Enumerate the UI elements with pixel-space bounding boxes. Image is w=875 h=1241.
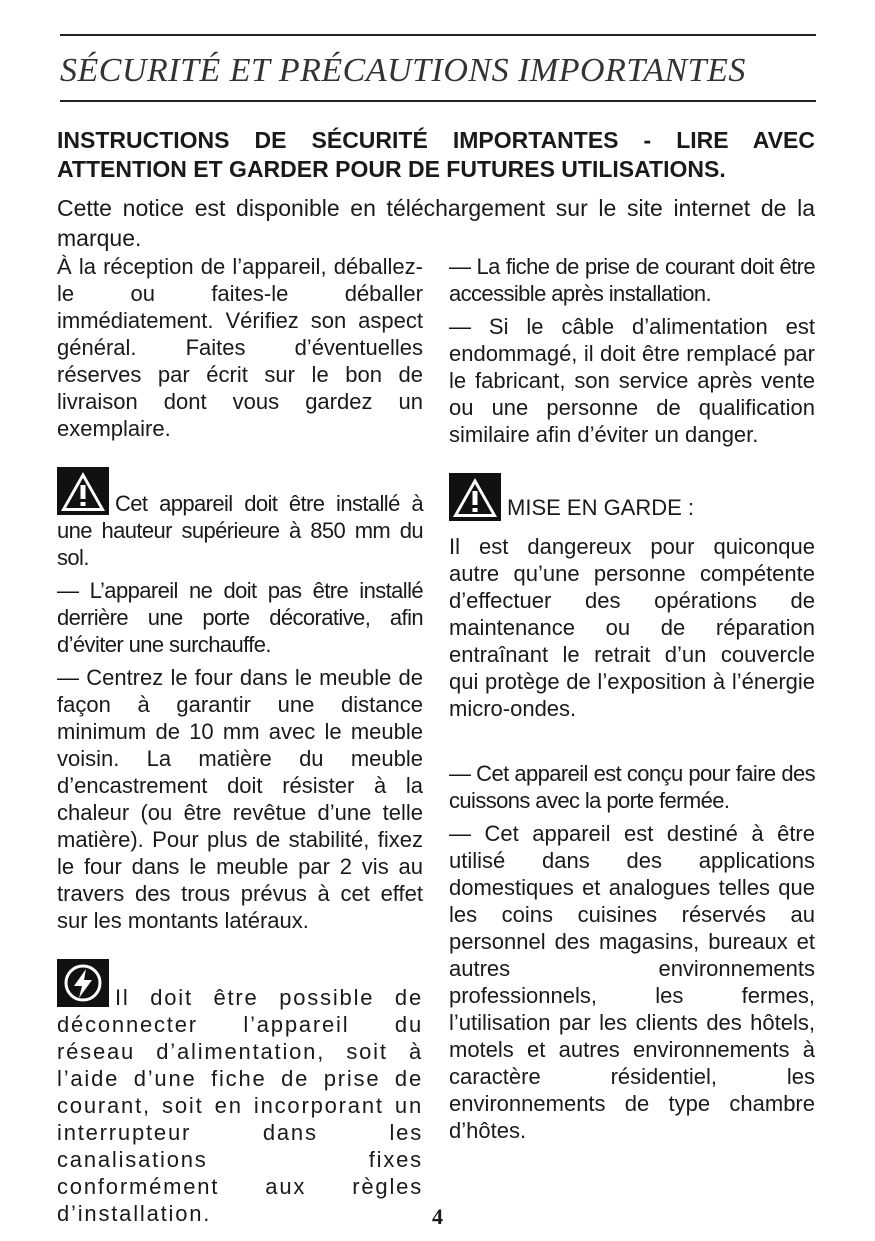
door-closed-paragraph: — Cet appareil est conçu pour faire des cuissons avec la porte fermée. [449,761,815,813]
height-warning-block [57,466,423,577]
mise-en-garde-label: MISE EN GARDE : [507,495,695,520]
center-oven-paragraph: — Centrez le four dans le meuble de façon à garantir une distance minimum de 10 mm avec le meuble voisin. La matière du meuble d’encastrement doit résister à la chaleur (ou être revêtue d’une telle matière). Pour plus de stabilité, fixez le four dans le meuble par 2 vis au travers des trous prévus à cet effet sur les montants latéraux. [57,665,423,933]
right-column [449,253,815,1150]
safety-heading: INSTRUCTIONS DE SÉCURITÉ IMPORTANTES - LIRE AVEC ATTENTION ET GARDER POUR DE FUTURES UTILISATIONS. [57,127,815,182]
page-title: SÉCURITÉ ET PRÉCAUTIONS IMPORTANTES [60,52,746,89]
page-number: 4 [432,1204,443,1229]
intro-paragraph: Cette notice est disponible en téléchargement sur le site internet de la marque. [57,195,815,251]
decorative-door-paragraph: — L’appareil ne doit pas être installé derrière une porte décorative, afin d’éviter une surchauffe. [57,578,423,657]
reception-paragraph: À la réception de l’appareil, déballez-le ou faites-le déballer immédiatement. Vérifiez son aspect général. Faites d’éventuelles réserves par écrit sur le bon de livraison dont vous gardez un exemplaire. [57,254,423,441]
title-underline [60,100,816,102]
mise-en-garde-block [449,472,815,722]
plug-paragraph: — La fiche de prise de courant doit être accessible après installation. [449,254,815,306]
left-column [57,253,423,1233]
cable-paragraph: — Si le câble d’alimentation est endommagé, il doit être remplacé par le fabricant, son service après vente ou une personne de qualification similaire afin d’éviter un danger. [449,314,815,447]
height-warning-text: Cet appareil doit être installé à une hauteur supérieure à 850 mm du sol. [57,491,423,570]
mise-en-garde-text: Il est dangereux pour quiconque autre qu’une personne compétente d’effectuer des opérations de maintenance ou de réparation entraînant le retrait d’un couvercle qui protège de l’exposition à l’énergie micro-ondes. [449,534,815,721]
warning-triangle-icon [449,472,501,522]
disconnect-text: Il doit être possible de déconnecter l’appareil du réseau d’alimentation, soit à l’aide d’une fiche de prise de courant, soit en incorporant un interrupteur dans les canalisations fixes conformément aux règles d’installation. [57,985,423,1226]
domestic-use-paragraph: — Cet appareil est destiné à être utilisé dans des applications domestiques et analogues telles que les coins cuisines réservés au personnel des magasins, bureaux et autres environnements professionnels, les fermes, l’utilisation par les clients des hôtels, motels et autres environnements à caractère résidentiel, les environnements de type chambre d’hôtes. [449,821,815,1143]
lightning-bolt-icon [57,958,109,1008]
disconnect-block [57,958,423,1233]
warning-triangle-icon [57,466,109,516]
top-rule [60,34,816,36]
